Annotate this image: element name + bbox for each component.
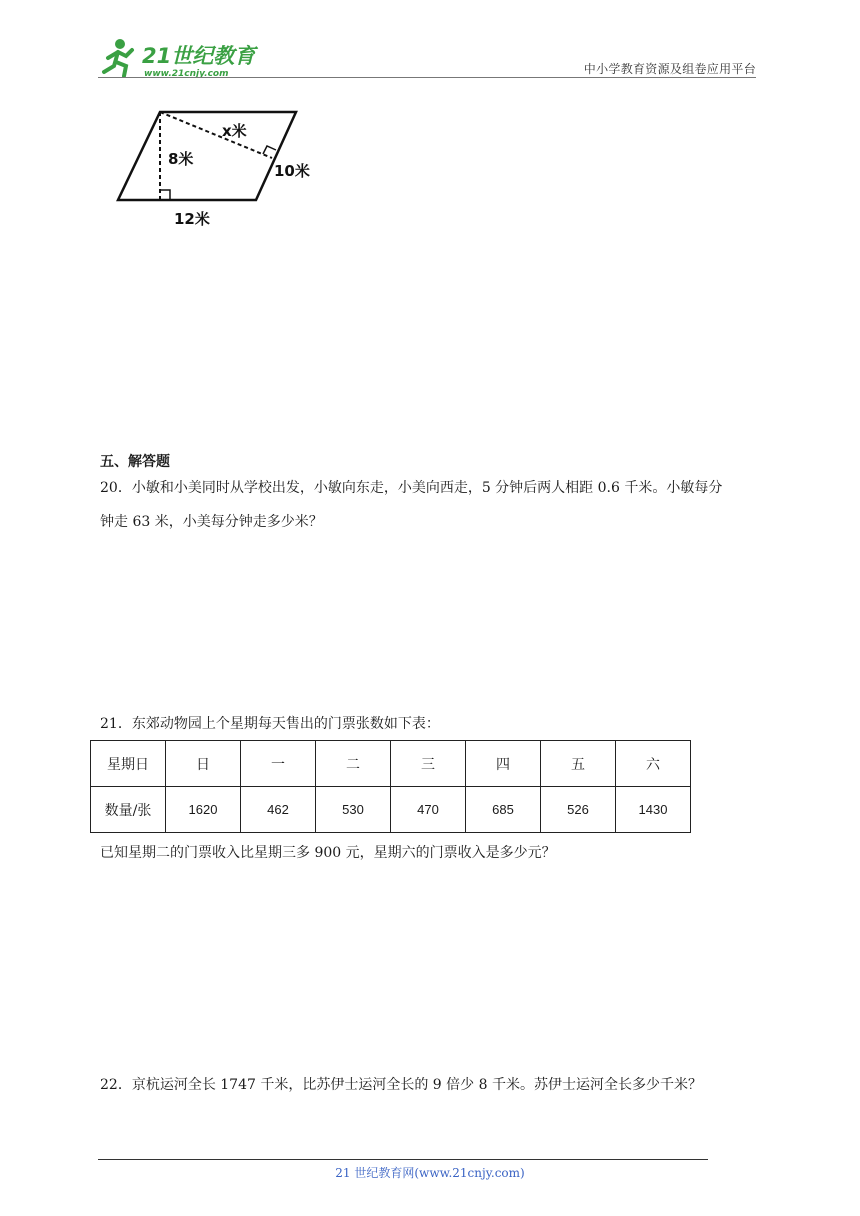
runner-icon [104,39,132,76]
table-cell: 462 [241,787,316,833]
label-side: 10米 [274,162,310,180]
table-cell: 530 [316,787,391,833]
table-header-cell: 四 [466,741,541,787]
label-x: x米 [222,122,247,140]
question-21-intro: 21．东郊动物园上个星期每天售出的门票张数如下表： [100,716,440,732]
table-header-cell: 三 [391,741,466,787]
parallelogram-shape [118,112,296,200]
table-cell: 526 [541,787,616,833]
table-header-cell: 一 [241,741,316,787]
parallelogram-figure [108,104,328,234]
table-row [91,787,691,833]
height-right-angle [160,190,170,200]
question-22: 22．京杭运河全长 1747 千米，比苏伊士运河全长的 9 倍少 8 千米。苏伊士运河全长多少千米？ [100,1077,702,1093]
table-header-cell: 五 [541,741,616,787]
table-cell: 1620 [166,787,241,833]
header-divider [98,77,756,78]
footer-link[interactable]: 21 世纪教育网(www.21cnjy.com) [335,1166,525,1180]
table-cell: 685 [466,787,541,833]
logo-title: 21世纪教育 [142,44,256,68]
table-row [91,741,691,787]
question-20-line-1: 20．小敏和小美同时从学校出发，小敏向东走，小美向西走，5 分钟后两人相距 0.6 千米。小敏每分 [100,480,723,496]
section-title: 五、解答题 [100,454,170,470]
table-header-cell: 日 [166,741,241,787]
question-20 [100,471,760,539]
table-header-cell: 二 [316,741,391,787]
site-logo [96,36,266,80]
logo-url: www.21cnjy.com [144,69,229,79]
table-cell: 470 [391,787,466,833]
table-label-cell: 数量/张 [91,787,166,833]
table-cell: 1430 [616,787,691,833]
table-header-cell: 六 [616,741,691,787]
x-right-angle [263,146,276,154]
question-20-line-2: 钟走 63 米，小美每分钟走多少米？ [100,514,323,530]
footer-divider [98,1159,708,1160]
ticket-table [90,740,691,833]
platform-name: 中小学教育资源及组卷应用平台 [583,62,756,76]
label-height: 8米 [168,150,194,168]
question-21-text: 已知星期二的门票收入比星期三多 900 元，星期六的门票收入是多少元？ [100,845,556,861]
table-header-cell: 星期日 [91,741,166,787]
label-base: 12米 [174,210,210,228]
